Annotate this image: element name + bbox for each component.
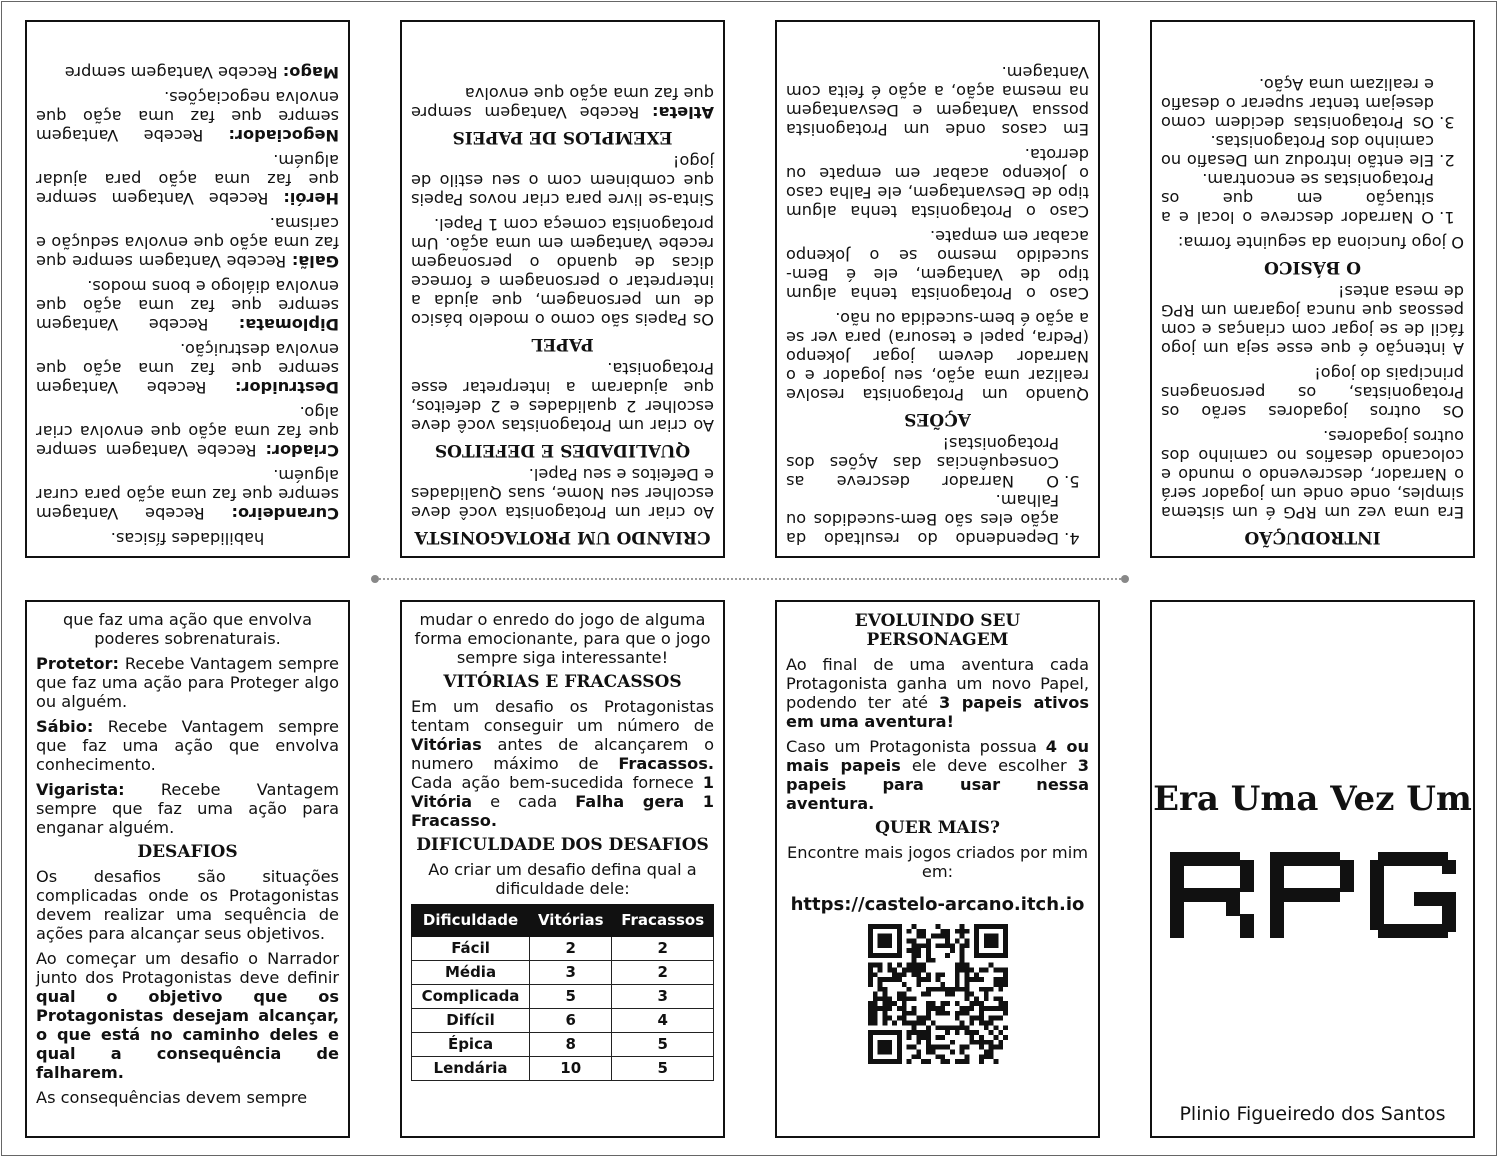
- papel-desc: Recebe Vantagem sempre que faz uma ação para ajudar alguém.: [36, 151, 339, 208]
- basico-step: 1. O Narrador descreve o local e a situação em que os Protagonistas se encontram.: [1161, 170, 1434, 227]
- acoes-title: AÇÕES: [904, 409, 971, 429]
- panel-cover: [1150, 600, 1475, 1138]
- desafios-p2-b: qual o objetivo que os Protagonistas desejam alcançar, o que está no caminho deles e qual a consequência de falharem.: [36, 987, 339, 1082]
- papel-sabio-desc: Recebe Vantagem sempre que faz uma ação que envolva conhecimento.: [36, 717, 339, 774]
- table-row: [412, 1033, 714, 1057]
- table-cell: Difícil: [412, 1009, 530, 1033]
- criando-p4: Sinta-se livre para criar novos Papeis que combinem com o seu estilo de jogo!: [411, 152, 714, 209]
- vitorias-cont: mudar o enredo do jogo de alguma forma emocionante, para que o jogo sempre siga interessante!: [414, 610, 711, 667]
- desafios-p3: As consequências devem sempre: [36, 1088, 308, 1107]
- table-cell: 6: [530, 1009, 612, 1033]
- dificuldade-table: [411, 904, 714, 1081]
- papel-name: Diplomata:: [238, 315, 339, 334]
- papel-desc: Recebe Vantagem sempre: [64, 63, 278, 82]
- papel-desc: Recebe Vantagem sempre que faz uma ação que envolva sedução e carisma.: [36, 214, 339, 271]
- table-cell: Épica: [412, 1033, 530, 1057]
- exemplos-title: EXEMPLOS DE PAPEIS: [452, 127, 673, 147]
- table-header: Vitórias: [530, 905, 612, 937]
- papel-desc: Recebe Vantagem sempre que faz uma ação que envolva diálogo e bons modos.: [36, 277, 339, 334]
- criando-title: CRIANDO UM PROTAGONISTA: [414, 527, 711, 547]
- qualidades-title: QUALIDADES E DEFEITOS: [434, 440, 691, 460]
- table-cell: Lendária: [412, 1057, 530, 1081]
- basico-step: 2. Ele então introduz um Desafio no caminho dos Protagonistas.: [1161, 132, 1434, 170]
- desafios-cont: que faz uma ação que envolva poderes sobrenaturais.: [62, 610, 313, 648]
- papel-title: PAPEL: [531, 334, 594, 354]
- introducao-p2: Os outros jogadores serão os Protagonistas, os personagens principais do jogo!: [1161, 364, 1464, 421]
- evoluindo-p2-a: Caso um Protagonista possua: [786, 737, 1037, 756]
- table-cell: 3: [530, 961, 612, 985]
- table-cell: 10: [530, 1057, 612, 1081]
- papel-desc: Recebe Vantagem sempre que faz uma ação que envolva negociações.: [36, 88, 339, 145]
- vitorias-text: Cada ação bem-sucedida fornece: [411, 773, 694, 792]
- table-cell: 3: [612, 985, 714, 1009]
- papel-name: Negociador:: [228, 126, 339, 145]
- papel-vigarista-desc: Recebe Vantagem sempre que faz uma ação para enganar alguém.: [36, 780, 339, 837]
- basico-title: O BÁSICO: [1264, 257, 1361, 277]
- panel-acoes: [775, 20, 1100, 558]
- papel-name: Curandeiro:: [231, 504, 339, 523]
- vitorias-p: [411, 697, 714, 830]
- papel-desc: Recebe Vantagem sempre que faz uma ação que envolva criar algo.: [36, 403, 339, 460]
- evoluindo-p1-a: Ao final de uma aventura cada Protagonista ganha um novo Papel, podendo ter até: [786, 655, 1089, 712]
- evoluindo-p2-b: 4 ou mais papeis: [786, 737, 1089, 775]
- papel-vigarista-name: Vigarista:: [36, 780, 125, 799]
- quer-mais-title: QUER MAIS?: [875, 818, 1000, 838]
- table-row: [412, 1009, 714, 1033]
- table-header: Fracassos: [612, 905, 714, 937]
- table-cell: 5: [530, 985, 612, 1009]
- papel-item: [36, 63, 339, 82]
- panel-desafios: [25, 600, 350, 1138]
- table-row: [412, 937, 714, 961]
- rpg-logo: [1170, 852, 1456, 938]
- table-header-row: [412, 905, 714, 937]
- papel-item: [36, 214, 339, 271]
- panel-introducao: [1150, 20, 1475, 558]
- acoes-step: 5. O Narrador descreve as Consequências das Ações dos Protagonistas!: [786, 434, 1059, 491]
- basico-steps: [1161, 75, 1464, 227]
- papel-name: Herói:: [283, 189, 339, 208]
- table-header: Dificuldade: [412, 905, 530, 937]
- papel-protetor-desc: Recebe Vantagem sempre que faz uma ação para Proteger algo ou alguém.: [36, 654, 339, 711]
- table-cell: 8: [530, 1033, 612, 1057]
- desafios-p1: Os desafios são situações complicadas onde os Protagonistas devem realizar uma sequência de ações para alcançar seus objetivos.: [36, 867, 339, 943]
- vitorias-bold: 1 Vitória: [411, 773, 714, 811]
- qr-code-icon[interactable]: [868, 924, 1008, 1064]
- introducao-p3: A intenção é que esse seja um jogo fácil de se jogar com crianças e com pessoas que nunca jogaram um RPG de mesa antes!: [1161, 282, 1464, 358]
- dificuldade-title: DIFICULDADE DOS DESAFIOS: [416, 835, 709, 855]
- evoluindo-p2-d: 3 papeis para usar nessa aventura.: [786, 756, 1089, 813]
- papeis-cont: habilidades físicas.: [110, 529, 265, 548]
- papel-desc: Recebe Vantagem sempre que faz uma ação que envolva destruição.: [36, 340, 339, 397]
- panel-evoluindo: [775, 600, 1100, 1138]
- papel-atleta-name: Atleta:: [652, 103, 714, 122]
- cover-title: Era Uma Vez Um: [1153, 779, 1472, 819]
- papel-atleta: [411, 84, 714, 122]
- papel-protetor: [36, 654, 339, 711]
- fold-dot-left: [371, 575, 379, 583]
- vitorias-text: Em um desafio os Protagonistas tentam conseguir um número de: [411, 697, 714, 735]
- papel-item: [36, 277, 339, 334]
- papel-sabio-name: Sábio:: [36, 717, 94, 736]
- desafios-p2-a: Ao começar um desafio o Narrador junto dos Protagonistas deve definir: [36, 949, 339, 987]
- basico-intro: O jogo funciona da seguinte forma:: [1177, 233, 1464, 252]
- criando-p1: Ao criar um Protagonista você deve escolher seu Nome, suas Qualidades e Defeitos e seu Papel.: [411, 465, 714, 522]
- desafios-p2: [36, 949, 339, 1082]
- table-cell: 2: [612, 961, 714, 985]
- acoes-steps: [786, 434, 1089, 548]
- table-cell: 5: [612, 1033, 714, 1057]
- table-row: [412, 961, 714, 985]
- desafios-title: DESAFIOS: [137, 842, 238, 862]
- panel-criando: [400, 20, 725, 558]
- panel-vitorias: [400, 600, 725, 1138]
- acoes-p2: Caso o Protagonista tenha algum tipo de Vantagem, ele é Bem-sucedido mesmo se o Jokenpo acabar em empate.: [786, 227, 1089, 303]
- vitorias-text: e cada: [490, 792, 558, 811]
- table-cell: 5: [612, 1057, 714, 1081]
- table-cell: Fácil: [412, 937, 530, 961]
- papel-sabio: [36, 717, 339, 774]
- criando-p3: Os Papeis são como o modelo básico de um personagem, que ajuda a interpretar o personagem e fornece dicas de quando o personagem recebe Vantagem em uma ação. Um protagonista começa com 1 Papel.: [411, 215, 714, 329]
- evoluindo-p1-b: 3 papeis ativos em uma aventura!: [786, 693, 1089, 731]
- table-cell: Complicada: [412, 985, 530, 1009]
- evoluindo-p1: [786, 655, 1089, 731]
- evoluindo-p2-c: ele deve escolher: [911, 756, 1067, 775]
- table-cell: 4: [612, 1009, 714, 1033]
- basico-step: 3. Os Protagonistas decidem como desejam tentar superar o desafio e realizam uma Ação.: [1161, 75, 1434, 132]
- papel-item: [36, 466, 339, 523]
- fold-dot-right: [1121, 575, 1129, 583]
- table-row: [412, 985, 714, 1009]
- table-row: [412, 1057, 714, 1081]
- papel-name: Galã:: [291, 252, 339, 271]
- papel-item: [36, 88, 339, 145]
- papel-name: Mago:: [282, 63, 339, 82]
- acoes-p3: Caso o Protagonista tenha algum tipo de Desvantagem, ele Falha caso o Jokenpo acabar em empate ou derrota.: [786, 145, 1089, 221]
- papel-name: Destruidor:: [234, 378, 339, 397]
- panel-papeis: [25, 20, 350, 558]
- vitorias-bold: Vitórias: [411, 735, 482, 754]
- quer-mais-text: Encontre mais jogos criados por mim em:: [787, 843, 1088, 881]
- introducao-title: INTRODUÇÃO: [1244, 527, 1381, 547]
- vitorias-bold: Fracassos.: [618, 754, 714, 773]
- vitorias-text: antes de alcançarem o numero máximo de: [411, 735, 714, 773]
- acoes-step: 4. Dependendo do resultado da ação eles são Bem-sucedidos ou Falham.: [786, 491, 1059, 548]
- papel-item: [36, 151, 339, 208]
- table-cell: 2: [530, 937, 612, 961]
- vitorias-bold: Falha gera 1 Fracasso.: [411, 792, 714, 830]
- papel-atleta-desc: Recebe Vantagem sempre que faz uma ação que envolva: [411, 84, 714, 122]
- introducao-p1: Era uma vez um RPG é um sistema simples, onde onde um jogador será o Narrador, descrevendo o mundo e colocando desafios no caminho dos outros jogadores.: [1161, 427, 1464, 522]
- papel-item: [36, 403, 339, 460]
- papel-desc: Recebe Vantagem sempre que faz uma ação para curar alguém.: [36, 466, 339, 523]
- table-cell: Média: [412, 961, 530, 985]
- papel-item: [36, 340, 339, 397]
- dificuldade-intro: Ao criar um desafio defina qual a dificuldade dele:: [428, 860, 697, 898]
- table-cell: 2: [612, 937, 714, 961]
- papel-name: Criador:: [265, 441, 339, 460]
- papel-vigarista: [36, 780, 339, 837]
- itch-link[interactable]: https://castelo-arcano.itch.io: [790, 894, 1085, 915]
- acoes-p4: Em casos onde um Protagonista possua Vantagem e Desvantagem na mesma ação, a ação é feita com Vantagem.: [786, 63, 1089, 139]
- evoluindo-title: EVOLUINDO SEU PERSONAGEM: [854, 611, 1021, 650]
- papel-protetor-name: Protetor:: [36, 654, 120, 673]
- criando-p2: Ao criar um Protagonistas você deve escolher 2 qualidades e 2 defeitos, que ajudaram a interpretar esse Protagonista.: [411, 359, 714, 435]
- evoluindo-p2: [786, 737, 1089, 813]
- vitorias-title: VITÓRIAS E FRACASSOS: [443, 672, 682, 692]
- acoes-p1: Quando um Protagonista resolve realizar uma ação, seu jogador e o Narrador devem jogar Jokenpo (Pedra, papel e tesoura) para ver se a ação é bem-sucedida ou não.: [786, 309, 1089, 404]
- cover-author: Plinio Figueiredo dos Santos: [1179, 1103, 1446, 1125]
- fold-line: [375, 578, 1125, 580]
